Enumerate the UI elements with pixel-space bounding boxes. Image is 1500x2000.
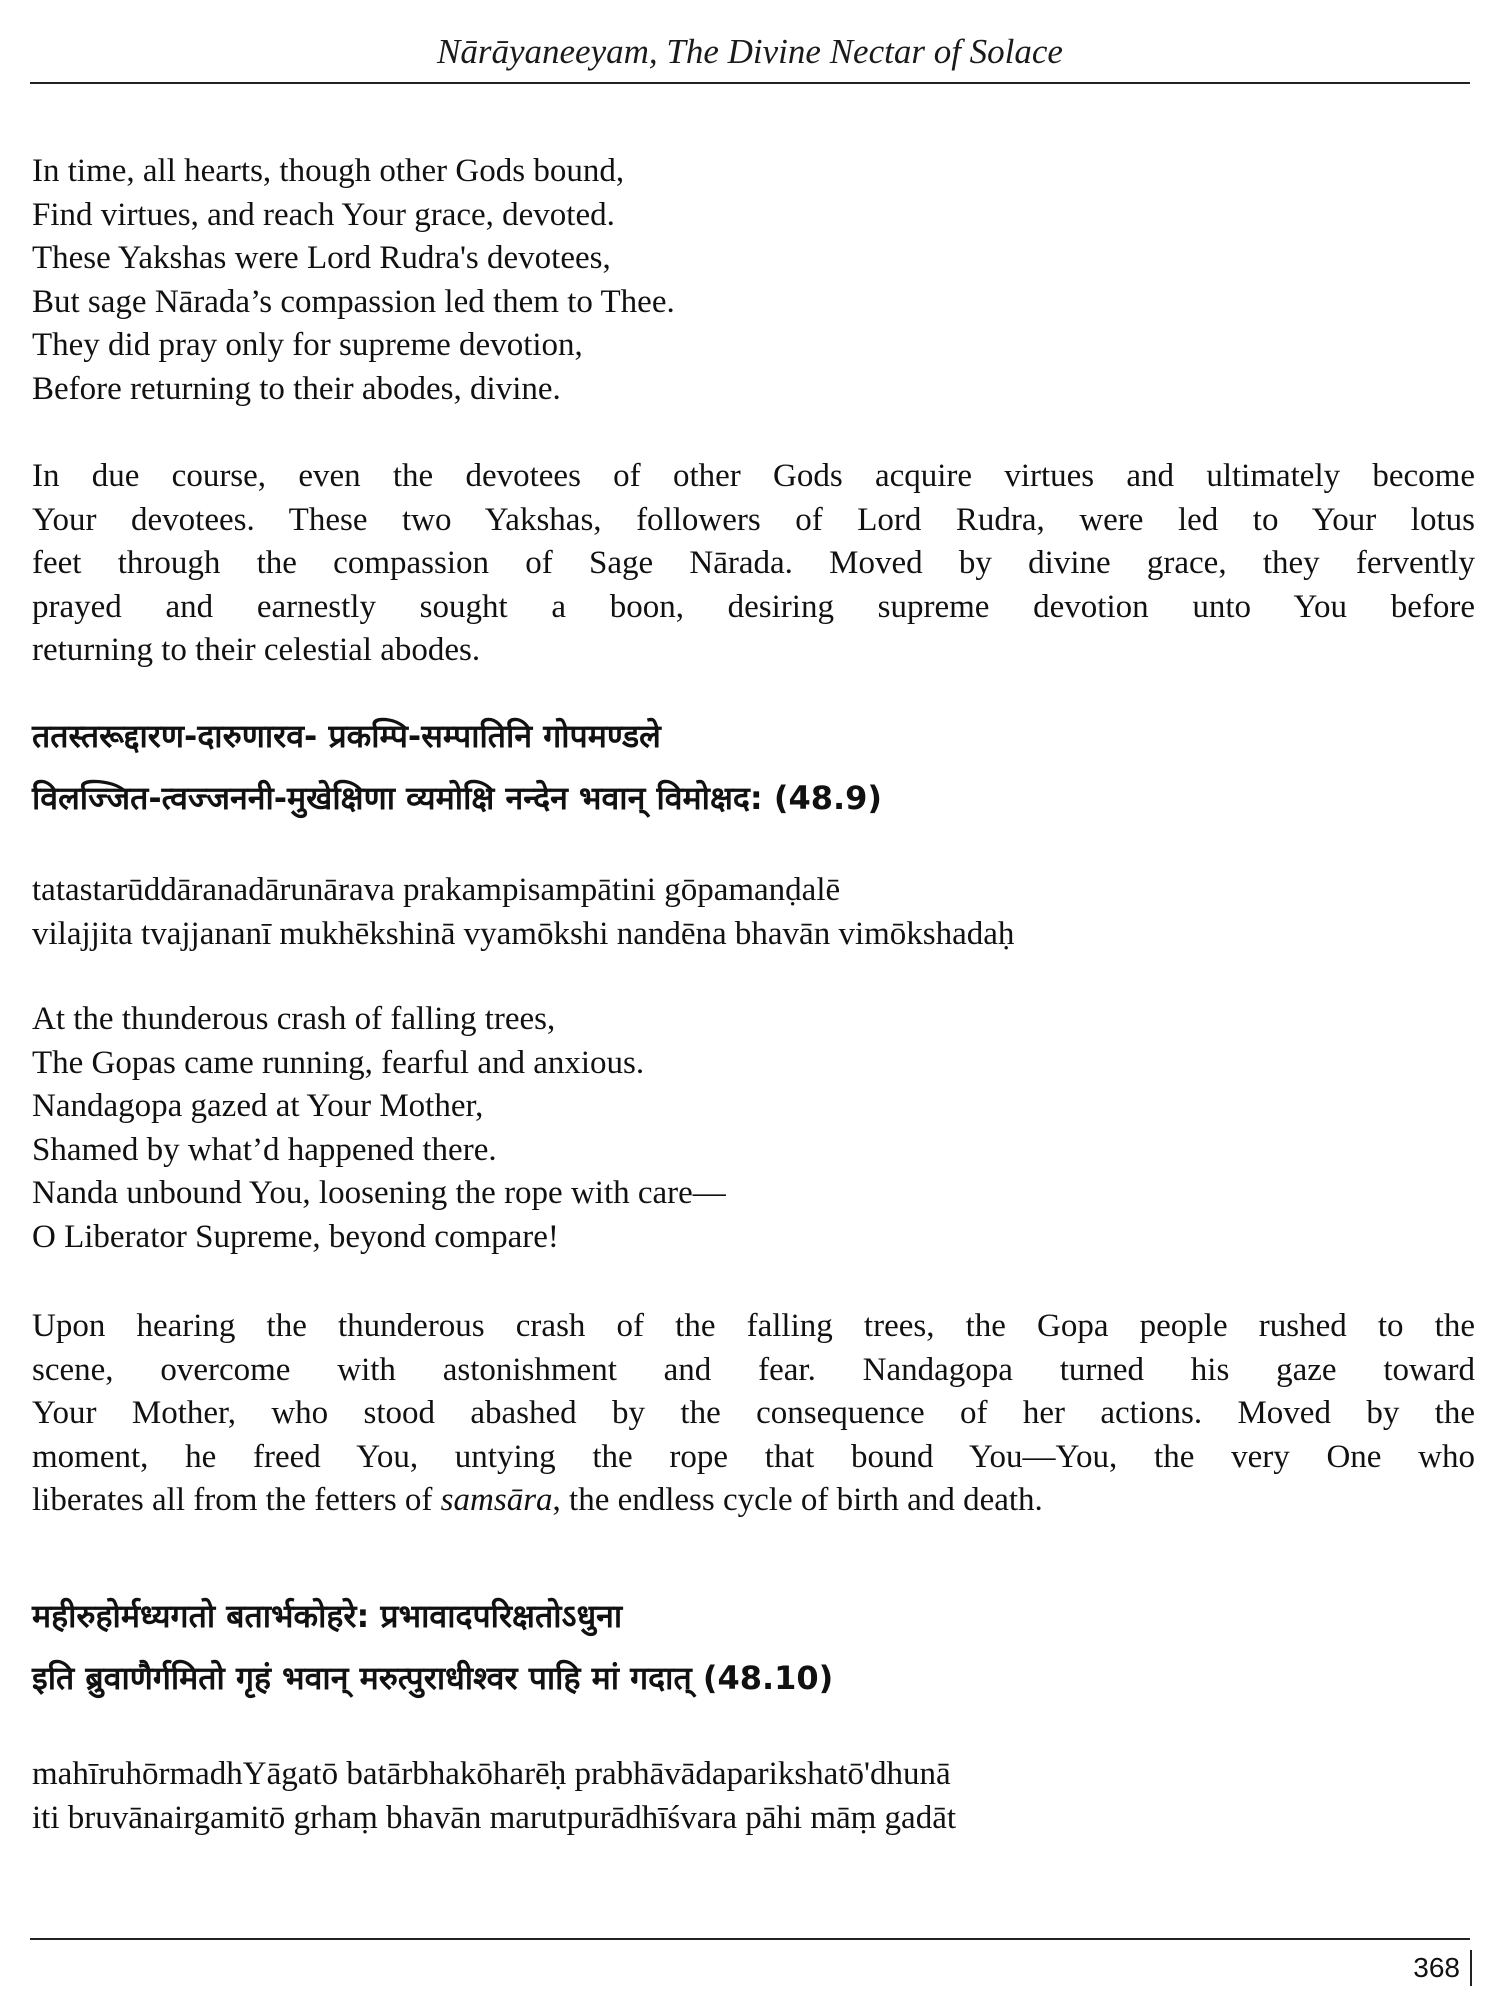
poem-line: Nandagopa gazed at Your Mother, <box>32 1088 484 1124</box>
transliteration-line: iti bruvānairgamitō grhaṃ bhavān marutpurādhīśvara pāhi māṃ gadāt <box>32 1800 957 1836</box>
transliteration-line: vilajjita tvajjananī mukhēkshinā vyamōkshi nandēna bhavān vimōkshadaḥ <box>32 916 1015 952</box>
verse-48-8-poem <box>32 150 1477 411</box>
commentary-line: scene, overcome with astonishment and fear. Nandagopa turned his gaze toward <box>32 1351 1475 1388</box>
commentary-line: Your Mother, who stood abashed by the consequence of her actions. Moved by the <box>32 1395 1475 1431</box>
sanskrit-line: महीरुहोर्मध्यगतो बतार्भकोहरे: प्रभावादपरिक्षतोऽधुना <box>32 1597 623 1635</box>
footer-divider <box>30 1938 1470 1940</box>
sanskrit-line: इति ब्रुवाणैर्गमितो गृहं भवान् मरुत्पुराधीश्वर पाहि मां गदात् (48.10) <box>32 1659 834 1697</box>
transliteration-line: mahīruhōrmadhYāgatō batārbhakōharēḥ prabhāvādaparikshatō'dhunā <box>32 1756 951 1792</box>
sanskrit-line: ततस्तरूद्दारण-दारुणारव- प्रकम्पि-सम्पातिनि गोपमण्डले <box>32 717 661 755</box>
commentary-line: moment, he freed You, untying the rope that bound You—You, the very One who <box>32 1438 1475 1475</box>
verse-48-9-poem <box>32 998 1477 1259</box>
commentary-text: liberates all from the fetters of <box>32 1482 441 1518</box>
commentary-line: Upon hearing the thunderous crash of the falling trees, the Gopa people rushed to the <box>32 1308 1475 1344</box>
verse-48-8-commentary <box>32 455 1475 673</box>
poem-line: Nanda unbound You, loosening the rope with care— <box>32 1175 726 1211</box>
header-divider <box>30 82 1470 84</box>
commentary-line: Your devotees. These two Yakshas, followers of Lord Rudra, were led to Your lotus <box>32 501 1475 538</box>
poem-line: Shamed by what’d happened there. <box>32 1131 497 1168</box>
verse-48-9-commentary <box>32 1305 1475 1523</box>
verse-48-9-transliteration <box>32 868 1477 956</box>
poem-line: Before returning to their abodes, divine. <box>32 370 561 407</box>
commentary-line: In due course, even the devotees of other Gods acquire virtues and ultimately become <box>32 458 1475 494</box>
commentary-line: returning to their celestial abodes. <box>32 632 481 668</box>
verse-48-10-sanskrit <box>32 1585 1477 1709</box>
page-number: 368 <box>1413 1950 1472 1986</box>
poem-line: Find virtues, and reach Your grace, devoted. <box>32 196 615 233</box>
commentary-line <box>32 1479 1475 1523</box>
poem-line: The Gopas came running, fearful and anxious. <box>32 1044 645 1081</box>
verse-48-9-sanskrit <box>32 705 1477 829</box>
italic-term-samsara: samsāra <box>440 1482 553 1518</box>
transliteration-line: tatastarūddāranadārunārava prakampisampātini gōpamanḍalē <box>32 872 841 908</box>
poem-line: But sage Nārada’s compassion led them to Thee. <box>32 283 675 320</box>
poem-line: At the thunderous crash of falling trees, <box>32 1001 556 1037</box>
running-header: Nārāyaneeyam, The Divine Nectar of Solace <box>437 32 1063 71</box>
verse-48-10-transliteration <box>32 1752 1477 1840</box>
poem-line: In time, all hearts, though other Gods bound, <box>32 153 625 189</box>
commentary-line: prayed and earnestly sought a boon, desiring supreme devotion unto You before <box>32 588 1475 625</box>
sanskrit-line: विलज्जित-त्वज्जननी-मुखेक्षिणा व्यमोक्षि नन्देन भवान् विमोक्षद: (48.9) <box>32 779 883 817</box>
poem-line: O Liberator Supreme, beyond compare! <box>32 1218 559 1255</box>
poem-line: They did pray only for supreme devotion, <box>32 327 583 363</box>
commentary-line: feet through the compassion of Sage Nārada. Moved by divine grace, they fervently <box>32 545 1475 581</box>
commentary-text: , the endless cycle of birth and death. <box>552 1482 1043 1518</box>
poem-line: These Yakshas were Lord Rudra's devotees, <box>32 240 611 276</box>
